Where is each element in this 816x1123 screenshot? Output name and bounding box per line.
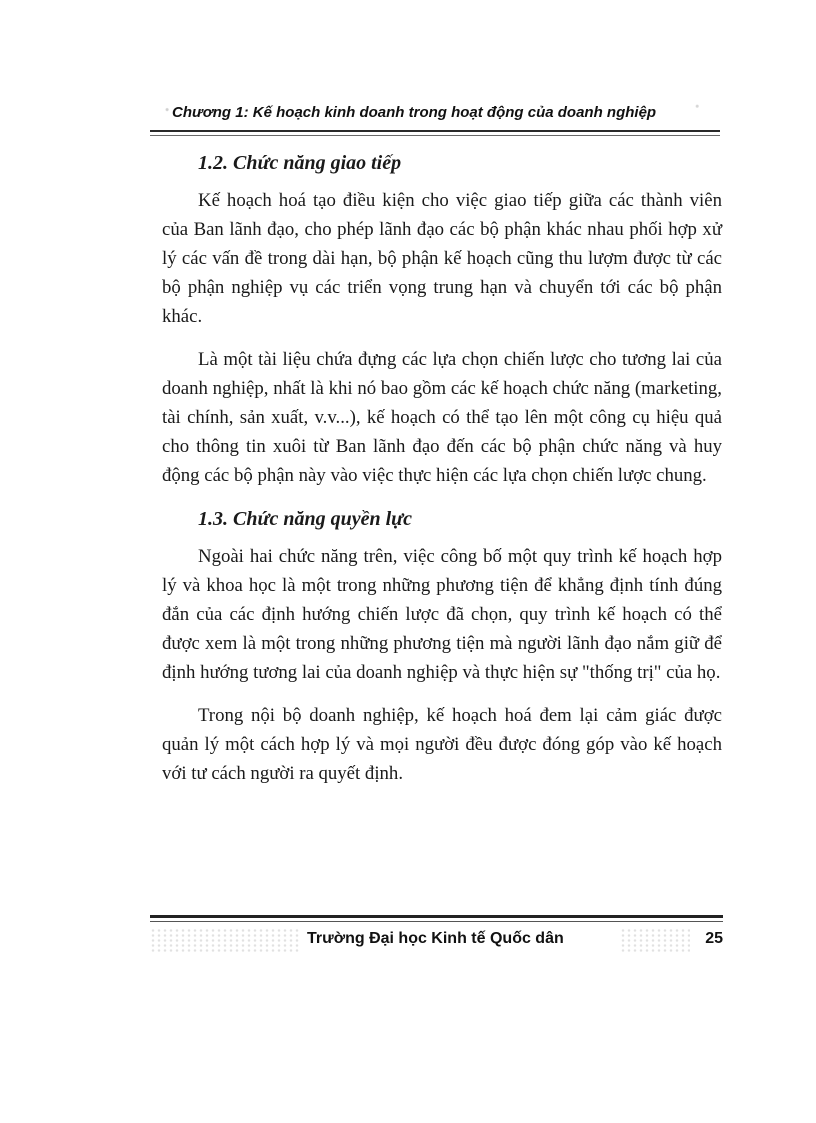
paragraph: Kế hoạch hoá tạo điều kiện cho việc giao tiếp giữa các thành viên của Ban lãnh đạo, cho phép lãnh đạo các bộ phận khác nhau phối hợp xử lý các vấn đề trong dài hạn, bộ phận kế hoạch cũng thu lượm được từ các bộ phận nghiệp vụ các triển vọng trung hạn và chuyển tới các bộ phận khác. xyxy=(162,190,722,327)
footer-decoration xyxy=(620,928,690,954)
section-heading-communication: 1.2. Chức năng giao tiếp xyxy=(198,152,402,174)
footer-decoration xyxy=(150,928,300,954)
chapter-title: Chương 1: Kế hoạch kinh doanh trong hoạt động của doanh nghiệp xyxy=(172,104,657,121)
running-header xyxy=(150,96,720,132)
page-body xyxy=(162,148,722,802)
page-number: 25 xyxy=(705,930,723,947)
paragraph: Trong nội bộ doanh nghiệp, kế hoạch hoá đem lại cảm giác được quản lý một cách hợp lý và mọi người đều được đóng góp vào kế hoạch với tư cách người ra quyết định. xyxy=(162,705,722,784)
university-name: Trường Đại học Kinh tế Quốc dân xyxy=(307,930,564,947)
paragraph: Là một tài liệu chứa đựng các lựa chọn chiến lược cho tương lai của doanh nghiệp, nhất là khi nó bao gồm các kế hoạch chức năng (marketing, tài chính, sản xuất, v.v...), kế hoạch có thể tạo lên một công cụ hiệu quả cho thông tin xuôi từ Ban lãnh đạo đến các bộ phận chức năng và huy động các bộ phận này vào việc thực hiện các lựa chọn chiến lược chung. xyxy=(162,349,722,486)
running-footer xyxy=(150,915,723,962)
section-heading-authority: 1.3. Chức năng quyền lực xyxy=(198,508,412,530)
paragraph: Ngoài hai chức năng trên, việc công bố một quy trình kế hoạch hợp lý và khoa học là một trong những phương tiện để khẳng định tính đúng đắn của các định hướng chiến lược đã chọn, quy trình kế hoạch có thể được xem là một trong những phương tiện mà người lãnh đạo nắm giữ để định hướng tương lai của doanh nghiệp và thực hiện sự "thống trị" của họ. xyxy=(162,546,722,683)
